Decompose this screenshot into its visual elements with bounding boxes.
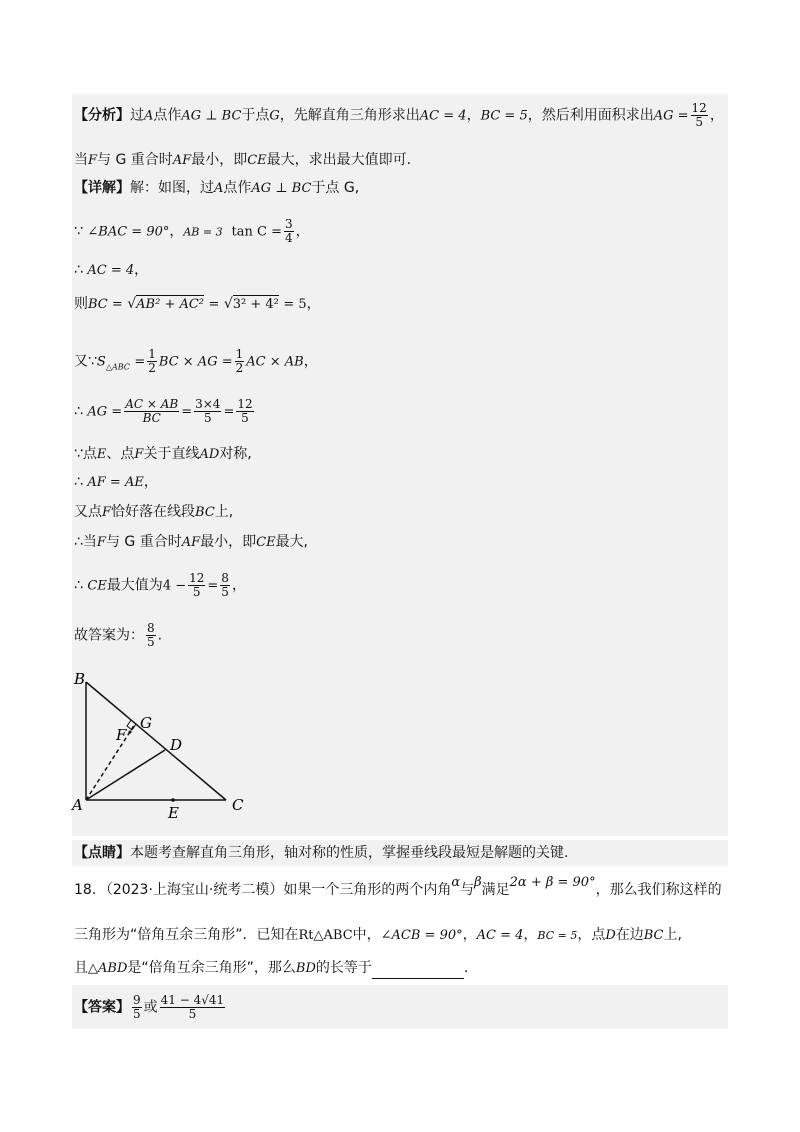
math: CE [256, 535, 276, 550]
text: 本题考查解直角三角形，轴对称的性质，掌握垂线段最短是解题的关键. [130, 845, 569, 861]
math: AF [181, 535, 201, 550]
analysis-tag: 【分析】 [74, 107, 130, 124]
text: ， [709, 107, 724, 124]
q18-line-3 [74, 958, 468, 979]
text: 解：如图，过 [130, 180, 214, 196]
math: D [605, 928, 616, 943]
text: ，然后利用面积求出 [527, 107, 654, 124]
math: S [96, 354, 106, 370]
math: AC × AB [246, 354, 304, 370]
text: ， [143, 474, 158, 490]
math: ∠BAC = 90° [87, 224, 170, 240]
fraction: $\frac{3}{4}$ [284, 217, 293, 245]
text: ， [295, 223, 310, 240]
math: = [223, 404, 235, 420]
math: G [269, 108, 280, 124]
math: AG ⊥ BC [251, 181, 312, 196]
detail-line-7 [74, 444, 252, 465]
analysis-line-2 [74, 150, 411, 171]
label-b: B [74, 670, 86, 688]
math: AF [172, 153, 192, 168]
detail-line-9 [74, 502, 233, 523]
math: AF = AE [87, 475, 144, 490]
analysis-line-1 [74, 102, 724, 129]
fraction: $\frac{12}{5}$ [237, 397, 253, 425]
detail-line-2 [74, 218, 310, 245]
text: 最大值为 [106, 577, 163, 594]
text: 关于直线 [143, 446, 200, 462]
text: ， [466, 107, 481, 124]
math: β [474, 875, 482, 890]
math: AG = [87, 404, 123, 420]
text: 又点 [74, 504, 102, 520]
detail-line-3 [74, 260, 148, 281]
fraction: $\frac{1}{2}$ [148, 347, 156, 375]
text: ， [231, 577, 246, 594]
math: F [88, 153, 98, 168]
math: AG ⊥ BC [181, 108, 242, 124]
math: α [451, 875, 461, 890]
text: 于点 G, [311, 180, 360, 196]
math: 2α + β = 90° [509, 875, 596, 890]
math: BC [195, 505, 215, 520]
text: ， [462, 927, 477, 943]
text: 则 [74, 296, 88, 312]
text: 与 [460, 882, 475, 898]
math: BC [643, 928, 664, 943]
text: ， [303, 353, 318, 370]
label-d: D [170, 736, 183, 754]
math: A [144, 108, 154, 124]
text: ， [134, 262, 149, 278]
text: 是“倍角互余三角形”，那么 [127, 960, 296, 976]
fraction: $\frac{AC \times AB}{BC}$ [125, 397, 179, 425]
q18-line-2 [74, 925, 682, 946]
math: Rt△ABC [298, 928, 353, 943]
math: BC = 5 [537, 929, 578, 942]
math: = [134, 354, 146, 370]
text: 恰好落在线段 [111, 504, 196, 520]
math: BC = [88, 297, 123, 312]
text: 在边 [615, 927, 644, 943]
math: = [181, 404, 193, 420]
math: F [134, 447, 144, 462]
text: 中， [352, 927, 381, 943]
detail-line-4: 则BC = √AB² + AC² = √3² + 4² = 5， [74, 296, 321, 312]
segment-ag-dashed [86, 724, 135, 800]
comment-line [74, 843, 568, 863]
text: 最小，即 [191, 152, 248, 168]
math: CE [87, 578, 107, 594]
math: AC = 4 [476, 928, 524, 943]
text: 最小，即 [200, 534, 257, 550]
text: ，先解直角三角形求出 [279, 107, 420, 124]
fraction: $\frac{3\times 4}{5}$ [195, 397, 221, 425]
math: BC = 5 [480, 108, 528, 124]
fraction: $\frac{41 - 4√41}{5}$ [160, 993, 225, 1021]
text: 上, [214, 504, 234, 520]
fraction: $\frac{1}{2}$ [235, 347, 244, 375]
math: tan C = [231, 224, 282, 240]
label-a: A [72, 796, 83, 814]
text: 满足 [481, 882, 510, 898]
point-f-dot [129, 731, 132, 734]
math: BD [295, 961, 316, 976]
text: 最大，求出最大值即可. [266, 152, 412, 168]
detail-line-11 [74, 572, 246, 599]
fraction: $\frac{12}{5}$ [189, 571, 205, 599]
label-g: G [140, 714, 152, 732]
geometry-figure [60, 664, 270, 824]
detail-line-5 [74, 348, 318, 377]
radicand: 3² + 4² [232, 297, 279, 312]
text: 故答案为： [74, 627, 144, 644]
math: F [102, 505, 112, 520]
text: 、点 [106, 446, 135, 462]
detail-tag: 【详解】 [74, 180, 130, 196]
math: A [214, 181, 224, 196]
point-e-dot [171, 798, 175, 802]
text: 的长等于 [315, 960, 372, 976]
text: 或 [143, 999, 158, 1016]
label-e: E [168, 804, 179, 822]
math: = [208, 297, 220, 312]
question-source: （2023·上海宝山·统考二模） [105, 882, 284, 898]
text: ，点 [577, 927, 606, 943]
answer-line [74, 994, 227, 1021]
fraction: $\frac{12}{5}$ [691, 101, 707, 129]
math: ∠ACB = 90° [380, 928, 463, 943]
math: = 5 [283, 297, 307, 312]
math: BC × AG = [158, 354, 233, 370]
label-f: F [116, 726, 127, 744]
text: . [157, 627, 163, 644]
fraction: $\frac{8}{5}$ [147, 621, 155, 649]
text: ∴当 [74, 534, 97, 550]
text: 且 [74, 960, 88, 976]
text: 如果一个三角形的两个内角 [283, 882, 452, 898]
radicand: AB² + AC² [136, 297, 205, 312]
answer-blank [372, 964, 464, 979]
detail-line-12 [74, 622, 162, 649]
text: 最大, [275, 534, 309, 550]
answer-tag: 【答案】 [74, 999, 130, 1016]
text: 与 G 重合时 [105, 534, 182, 550]
text: 点作 [223, 180, 252, 196]
text: 于点 [241, 107, 270, 124]
text: 当 [74, 152, 88, 168]
fraction: $\frac{9}{5}$ [133, 993, 141, 1021]
text: 三角形为“倍角互余三角形”．已知在 [74, 927, 299, 943]
math: AB = 3 [183, 225, 223, 239]
math: AD [199, 447, 220, 462]
math: E [96, 447, 107, 462]
segment-bc [86, 682, 226, 800]
math: 4 − [162, 578, 187, 594]
text: ∵点 [74, 446, 97, 462]
math: CE [247, 153, 267, 168]
text: ∴ [74, 577, 83, 594]
math: AC = 4 [419, 108, 467, 124]
text: ，那么我们称这样的 [595, 882, 722, 898]
text: 上, [663, 927, 682, 943]
text: ， [523, 927, 538, 943]
text: ∴ [74, 474, 83, 490]
text: ∵ [74, 223, 83, 240]
question-number: 18． [74, 882, 106, 898]
comment-tag: 【点睛】 [74, 845, 130, 861]
text: 与 G 重合时 [97, 152, 173, 168]
label-c: C [232, 796, 244, 814]
text: ∴ [74, 403, 83, 420]
detail-line-10 [74, 532, 308, 553]
math: △ABD [88, 961, 128, 976]
q18-line-1 [74, 875, 722, 901]
detail-line-1 [74, 178, 359, 199]
text: ， [169, 223, 184, 240]
text: 过 [130, 107, 144, 124]
text: . [463, 960, 469, 976]
text: 点作 [153, 107, 182, 124]
text: 对称, [219, 446, 252, 462]
detail-line-8 [74, 472, 158, 493]
subscript: △ABC [105, 362, 130, 372]
math: AC = 4 [87, 263, 135, 278]
segment-ad [86, 750, 165, 800]
fraction: $\frac{8}{5}$ [221, 571, 229, 599]
text: ∴ [74, 262, 83, 278]
math: AG = [653, 108, 689, 124]
detail-line-6 [74, 398, 256, 425]
text: ， [306, 296, 321, 312]
math: = [207, 578, 219, 594]
math: F [96, 535, 106, 550]
text: 又∵ [74, 353, 97, 370]
